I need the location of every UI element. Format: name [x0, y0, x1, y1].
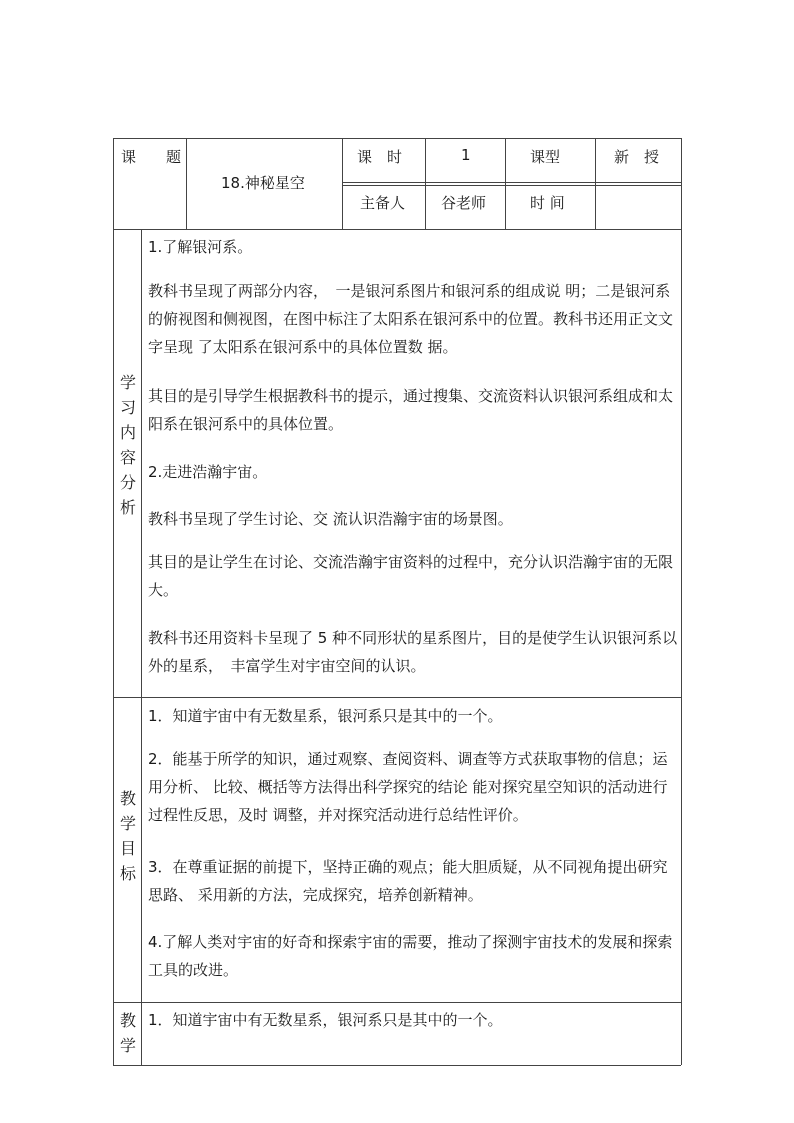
- label-char: 内: [119, 423, 136, 442]
- goal-paragraph: 1．知道宇宙中有无数星系，银河系只是其中的一个。: [148, 707, 503, 725]
- label-char: 习: [119, 398, 136, 417]
- content-paragraph: 教科书还用资料卡呈现了 5 种不同形状的星系图片，目的是使学生认识银河系以外的星系， 丰富学生对宇宙空间的认识。: [148, 629, 678, 675]
- presenter-label: 主备人: [360, 194, 406, 212]
- topic-value: 18.神秘星空: [221, 174, 305, 192]
- type-label: 课型: [530, 148, 561, 166]
- content-paragraph: 2.走进浩瀚宇宙。: [148, 463, 268, 481]
- content-paragraph: 其目的是让学生在讨论、交流浩瀚宇宙资料的过程中，充分认识浩瀚宇宙的无限大。: [148, 553, 674, 599]
- teaching-key-label: [115, 1008, 141, 1058]
- label-char: 教: [119, 789, 136, 808]
- label-char: 教: [119, 1011, 136, 1030]
- key-paragraph: 1．知道宇宙中有无数星系，银河系只是其中的一个。: [148, 1011, 503, 1029]
- goal-paragraph: 4.了解人类对宇宙的好奇和探索宇宙的需要，推动了探测宇宙技术的发展和探索工具的改进。: [148, 933, 673, 979]
- content-paragraph: 其目的是引导学生根据教科书的提示，通过搜集、交流资料认识银河系组成和太阳系在银河系中的具体位置。: [148, 387, 674, 433]
- content-paragraph: 教科书呈现了学生讨论、交 流认识浩瀚宇宙的场景图。: [148, 510, 513, 528]
- content-paragraph: 教科书呈现了两部分内容， 一是银河系图片和银河系的组成说 明；二是银河系的俯视图和侧视图，在图中标注了太阳系在银河系中的位置。教科书还用正文文字呈现 了太阳系在银河系中的具体位置数 据。: [148, 282, 674, 356]
- hours-value: 1: [461, 146, 471, 164]
- hours-label: 课 时: [357, 148, 403, 166]
- label-char: 学: [119, 814, 136, 833]
- type-value: 新 授: [614, 148, 660, 166]
- label-char: 标: [119, 864, 136, 883]
- label-char: 学: [119, 1036, 136, 1055]
- label-char: 析: [119, 498, 136, 517]
- label-char: 目: [119, 839, 136, 858]
- goal-paragraph: 2．能基于所学的知识，通过观察、查阅资料、调查等方式获取事物的信息；运用分析、 比较、概括等方法得出科学探究的结论 能对探究星空知识的活动进行过程性反思，及时 调整，并对探究活动进行总结性评价。: [148, 750, 668, 824]
- goal-paragraph: 3．在尊重证据的前提下，坚持正确的观点；能大胆质疑，从不同视角提出研究思路、 采用新的方法，完成探究，培养创新精神。: [148, 858, 668, 904]
- presenter-value: 谷老师: [441, 194, 487, 212]
- teaching-goals-label: [115, 786, 141, 886]
- content-analysis-label: [115, 370, 141, 520]
- label-char: 学: [119, 373, 136, 392]
- time-label: 时 间: [530, 194, 565, 212]
- label-char: 容: [119, 448, 136, 467]
- label-char: 分: [119, 473, 136, 492]
- content-paragraph: 1.了解银河系。: [148, 238, 253, 256]
- topic-label: 课 题: [121, 148, 182, 166]
